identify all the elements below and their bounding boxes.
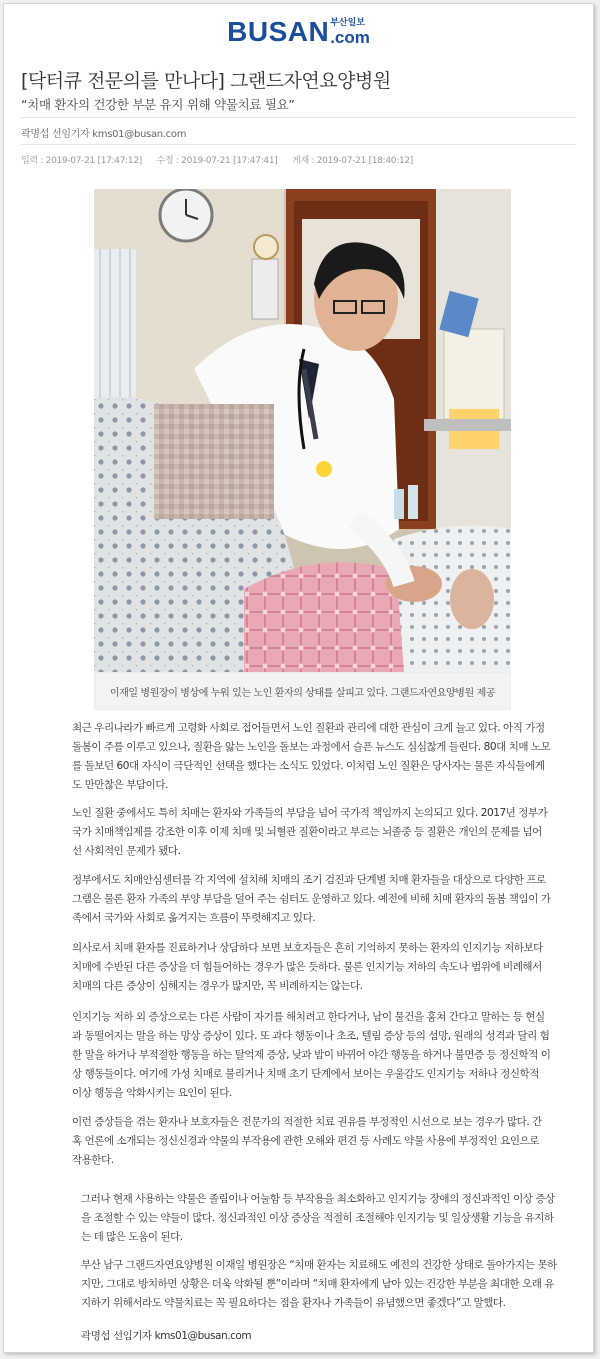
article-paragraph: 인지기능 저하 외 증상으로는 다른 사람이 자기를 해치려고 한다거나, 남이 물건을 훔쳐 간다고 말하는 등 현실 과 동떨어지는 말을 하는 망상 증상이 있다. 또 과다 행동이나 초조, 텔림 증상 등의 섬망, 원래의 성격과 달리 험 한 말을 하거나 부적절한 행동을 하는 탈억제 증상, 낮과 밤이 바뀌어 야간 행동을 하거나 불면증 등 정신학적 이 상 행동들이다. 여기에 가성 치매로 불리거나 치매 초기 단계에서 보이는 우울감도 인지기능 저하나 정신학적 이상 행동을 악화시키는 요인이 된다. (72, 1011, 551, 1099)
date-publish: 게재 : 2019-07-21 [18:40:12] (292, 156, 414, 166)
divider (21, 117, 576, 118)
article-page (3, 3, 594, 1353)
article-photo (94, 189, 511, 672)
article-byline: 곽명섭 선임기자 kms01@busan.com (21, 129, 187, 140)
article-subtitle: “치매 환자의 건강한 부분 유지 위해 약물치료 필요” (21, 97, 295, 112)
logo-domain-text: .com (330, 28, 370, 47)
article-paragraph: 그러나 현재 사용하는 약물은 졸림이나 어눌함 등 부작용을 최소화하고 인지기능 장애의 정신과적인 이상 증상 을 조절할 수 있는 약들이 많다. 정신과적인 이상 증상을 적절히 조절해야 인지기능 및 일상생활 기능을 유지하 는 데 많은 도움이 된다. (81, 1193, 555, 1243)
article-signature: 곽명섭 선임기자 kms01@busan.com (81, 1330, 252, 1342)
article-paragraph: 노인 질환 중에서도 특히 치매는 환자와 가족들의 부담을 넘어 국가적 책임까지 논의되고 있다. 2017년 정부가 국가 치매책임제를 강조한 이후 이제 치매 및 뇌혈관 질환이라고 부르는 뇌졸중 등 질환은 개인의 문제를 넘어 선 사회적인 문제가 됐다. (72, 807, 548, 857)
date-input: 입력 : 2019-07-21 [17:47:12] (21, 156, 142, 166)
busan-logo[interactable] (4, 18, 593, 52)
article-paragraph: 의사로서 치매 환자를 진료하거나 상담하다 보면 보호자들은 흔히 기억하지 못하는 환자의 인지기능 저하보다 치매에 수반된 다른 증상을 더 힘들어하는 경우가 많은 듯하다. 물론 인지기능 저하의 속도나 범위에 비례해서 치매의 다른 증상이 심해지는 경우가 많지만, 꼭 비례하지는 않는다. (72, 942, 543, 992)
article-dates (21, 153, 425, 166)
article-title: [닥터큐 전문의를 만나다] 그랜드자연요양병원 (21, 70, 391, 92)
article-paragraph: 정부에서도 치매안심센터를 각 지역에 설치해 치매의 조기 검진과 단계별 치매 환자들을 대상으로 다양한 프로 그램은 물론 환자 가족의 부양 부담을 덜어 주는 쉼터도 운영하고 있다. 예전에 비해 치매 환자의 돌봄 책임이 가 족에서 국가와 사회로 옮겨지는 흐름이 뚜렷해지고 있다. (72, 874, 551, 924)
logo-busan-text: BUSAN (227, 16, 330, 47)
article-paragraph: 이런 증상들을 겪는 환자나 보호자들은 전문가의 적절한 치료 권유를 부정적인 시선으로 보는 경우가 많다. 간 혹 언론에 소개되는 정신신경과 약물의 부작용에 관한 오해와 편견 등 사례도 약물 사용에 부정적인 요인으로 작용한다. (72, 1116, 542, 1166)
divider (21, 144, 576, 145)
article-paragraph: 최근 우리나라가 빠르게 고령화 사회로 접어들면서 노인 질환과 관리에 대한 관심이 크게 늘고 있다. 아직 가정 돌봄이 주를 이루고 있으나, 질환을 앓는 노인을 돌보는 과정에서 슬픈 뉴스도 심심찮게 들린다. 80대 치매 노모 를 돌보던 60대 자식이 극단적인 선택을 했다는 소식도 있었다. 이처럼 노인 질환은 당사자는 물론 자식들에게 도 만만찮은 부담이다. (72, 722, 551, 791)
photo-caption: 이재일 병원장이 병상에 누워 있는 노인 환자의 상태를 살피고 있다. 그랜드자연요양병원 제공 (94, 672, 511, 710)
logo-ilbo-text: 부산일보 (330, 18, 365, 28)
date-edit: 수정 : 2019-07-21 [17:47:41] (156, 156, 278, 166)
article-paragraph: 부산 남구 그랜드자연요양병원 이재일 병원장은 “치매 환자는 치료해도 예전의 건강한 상태로 돌아가지는 못하 지만, 그대로 방치하면 상황은 더욱 악화될 뿐”이라며 “치매 환자에게 남아 있는 건강한 부분을 최대한 오래 유 지하기 위해서라도 약물치료는 꼭 필요하다는 점을 환자나 가족들이 유념했으면 좋겠다”고 말했다. (81, 1259, 557, 1309)
